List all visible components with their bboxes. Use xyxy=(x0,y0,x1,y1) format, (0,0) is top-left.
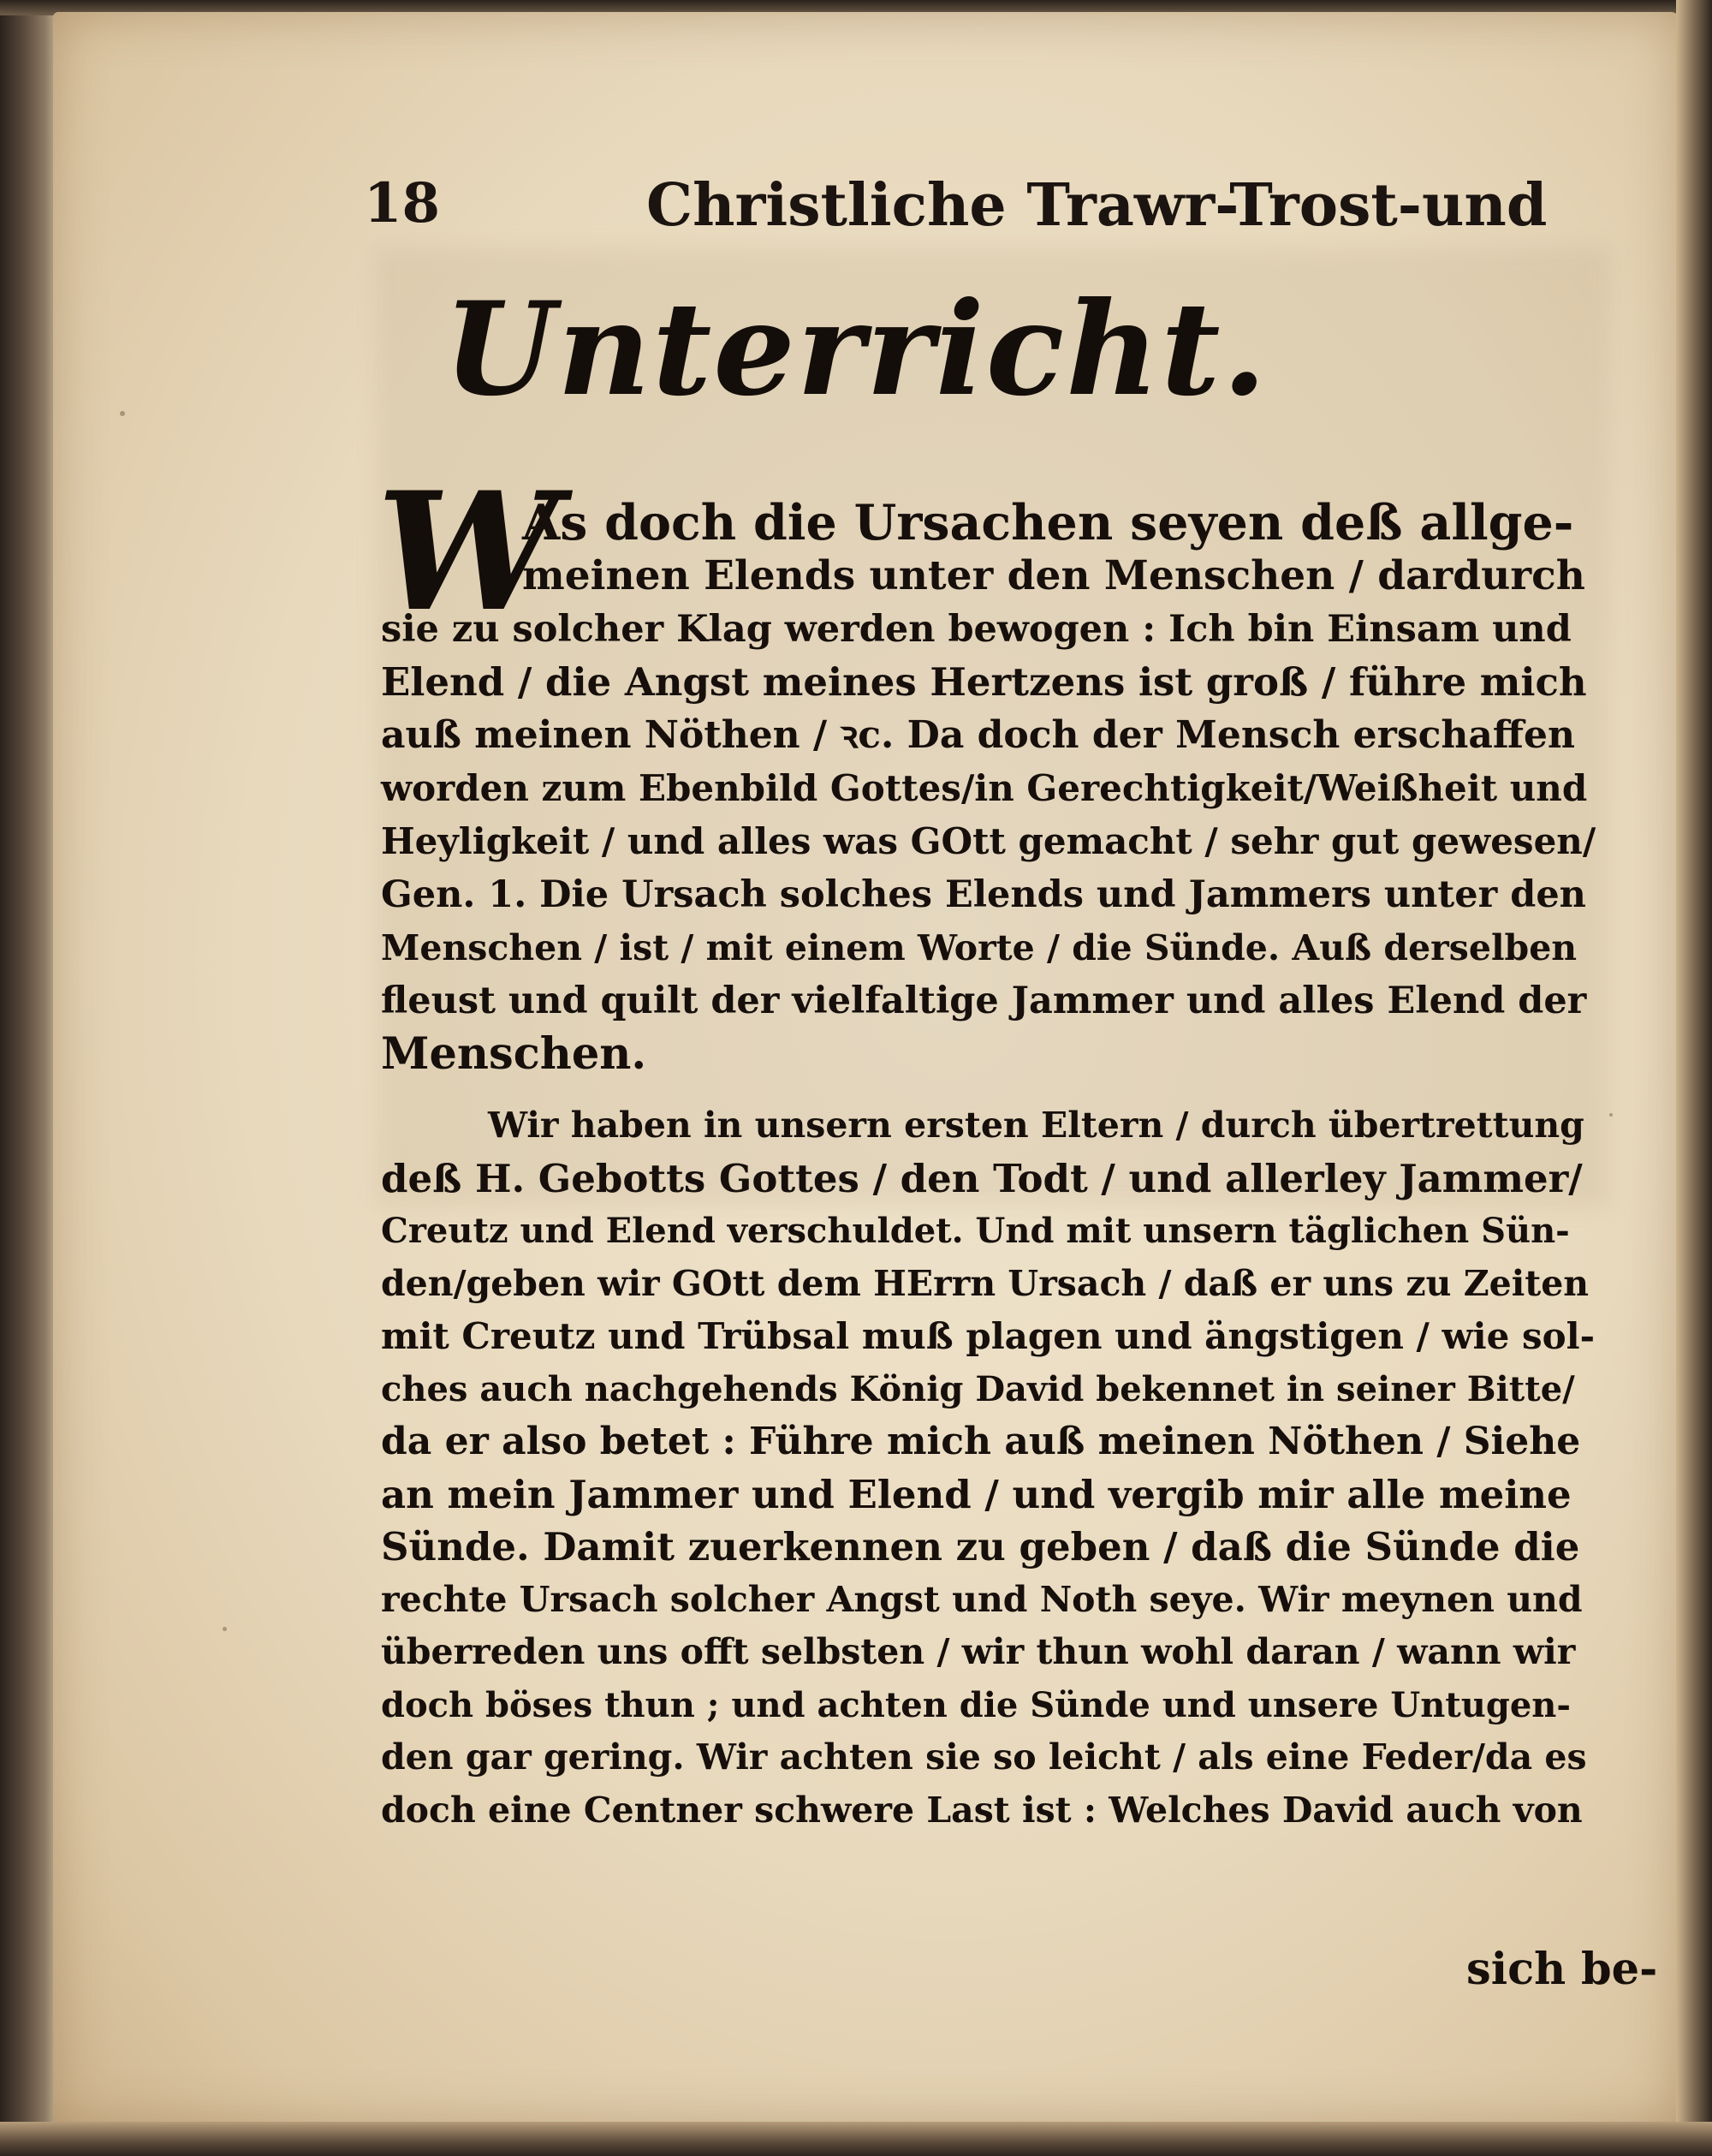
text-line: sie zu solcher Klag werden bewogen : Ich bin Einsam und xyxy=(381,608,1572,651)
text-line: Heyligkeit / und alles was GOtt gemacht / sehr gut gewesen/ xyxy=(381,820,1596,862)
paragraph-1 xyxy=(381,494,1596,1081)
bottom-page-edge xyxy=(0,2122,1712,2156)
text-line: worden zum Ebenbild Gottes/in Gerechtigkeit/Weißheit und xyxy=(381,767,1588,809)
text-line: Elend / die Angst meines Hertzens ist groß / führe mich xyxy=(381,659,1587,705)
text-line: mit Creutz und Trübsal muß plagen und ängstigen / wie sol- xyxy=(381,1315,1596,1357)
running-title: Christliche Trawr-Trost-und xyxy=(646,171,1548,240)
text-line: rechte Ursach solcher Angst und Noth seye. Wir meynen und xyxy=(381,1578,1583,1620)
page-number: 18 xyxy=(364,171,441,235)
text-line: Menschen / ist / mit einem Worte / die Sünde. Auß derselben xyxy=(381,927,1578,968)
text-line: doch eine Centner schwere Last ist : Welches David auch von xyxy=(381,1789,1583,1831)
page-header xyxy=(364,171,1614,248)
paper-speck xyxy=(223,1627,227,1631)
text-line: da er also betet : Führe mich auß meinen Nöthen / Siehe xyxy=(381,1420,1581,1463)
catchword: sich be- xyxy=(1466,1944,1658,1995)
text-line: Gen. 1. Die Ursach solches Elends und Jammers unter den xyxy=(381,873,1586,916)
text-line: Menschen. xyxy=(381,1028,647,1080)
text-line: ches auch nachgehends König David bekennet in seiner Bitte/ xyxy=(381,1368,1575,1409)
text-line: auß meinen Nöthen / ꝛc. Da doch der Mensch erschaffen xyxy=(381,713,1576,757)
drop-cap: W xyxy=(377,456,560,647)
text-line: den/geben wir GOtt dem HErrn Ursach / daß er uns zu Zeiten xyxy=(381,1262,1590,1304)
section-heading: Unterricht. xyxy=(443,274,1269,425)
paragraph-gap xyxy=(381,1081,1596,1099)
text-line: fleust und quilt der vielfaltige Jammer und alles Elend der xyxy=(381,980,1587,1022)
text-line: den gar gering. Wir achten sie so leicht / als eine Feder/da es xyxy=(381,1736,1587,1778)
text-line: meinen Elends unter den Menschen / dardurch xyxy=(522,552,1585,599)
text-line: deß H. Gebotts Gottes / den Todt / und allerley Jammer/ xyxy=(381,1155,1583,1201)
text-line: Creutz und Elend verschuldet. Und mit unsern täglichen Sün- xyxy=(381,1211,1570,1251)
text-line: an mein Jammer und Elend / und vergib mir alle meine xyxy=(381,1471,1572,1517)
text-line: As doch die Ursachen seyen deß allge- xyxy=(522,494,1574,551)
text-line: doch böses thun ; und achten die Sünde und unsere Untugen- xyxy=(381,1684,1571,1725)
body-text xyxy=(381,494,1596,1837)
paragraph-2 xyxy=(381,1099,1596,1837)
paper-speck xyxy=(1609,1113,1613,1117)
text-line: Wir haben in unsern ersten Eltern / durch übertrettung xyxy=(488,1105,1584,1146)
text-line: überreden uns offt selbsten / wir thun wohl daran / wann wir xyxy=(381,1631,1576,1672)
text-line: Sünde. Damit zuerkennen zu geben / daß die Sünde die xyxy=(381,1524,1580,1569)
